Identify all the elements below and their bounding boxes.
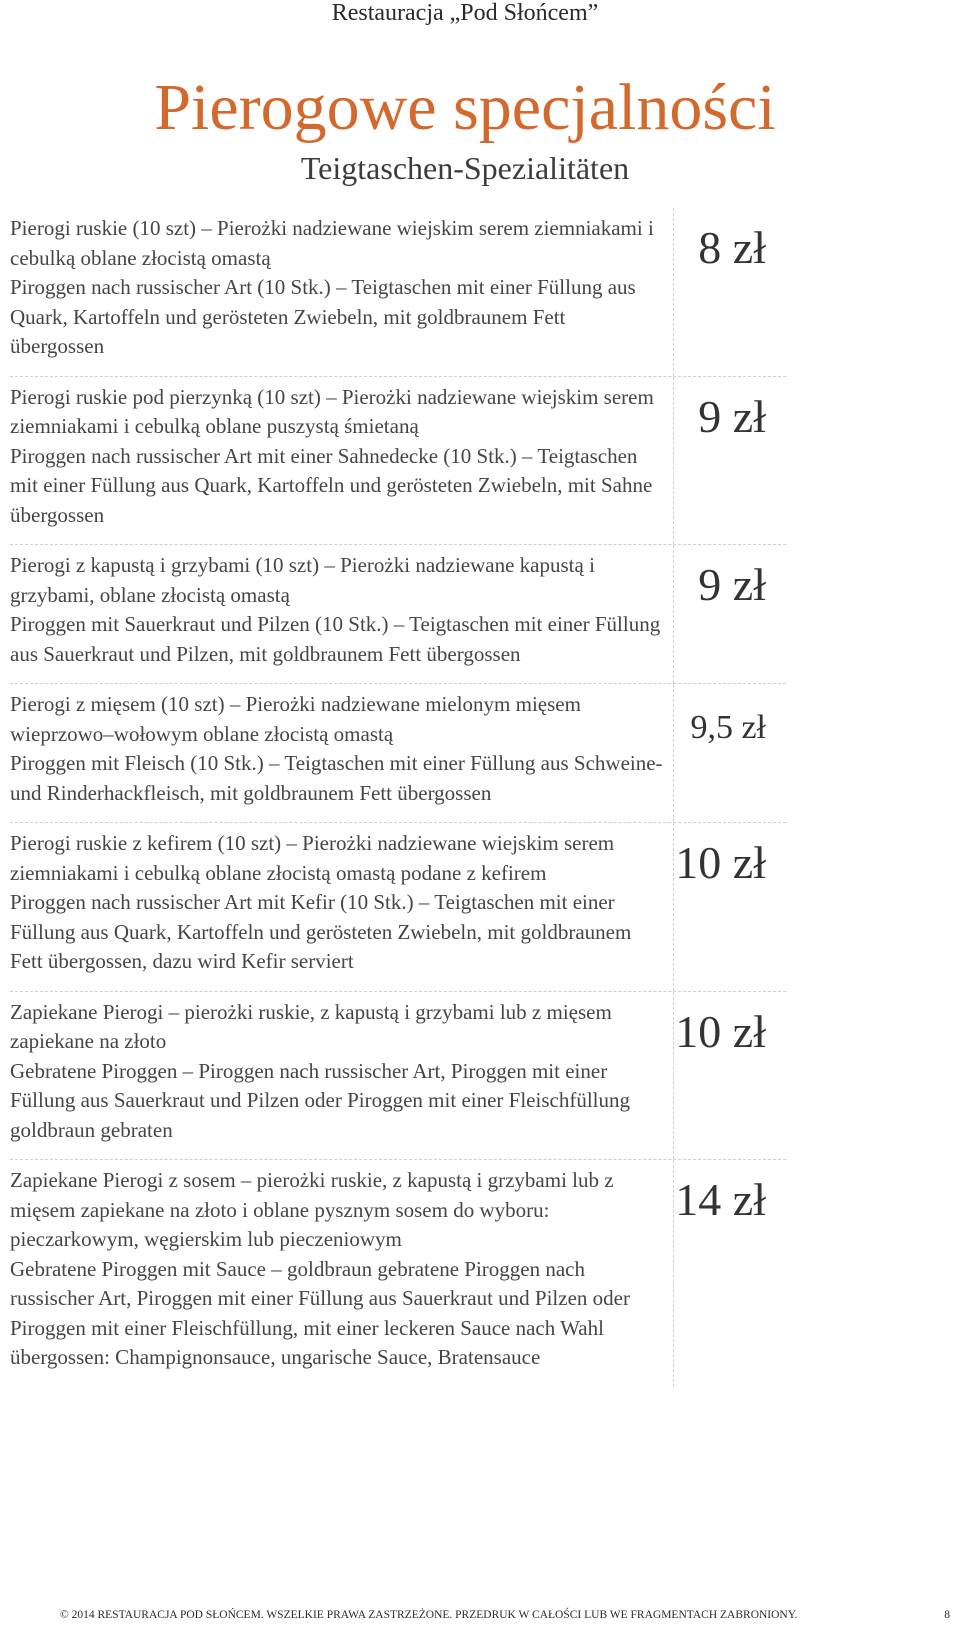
menu-item-price: 14 zł	[675, 1174, 766, 1225]
menu-item-german: Piroggen mit Sauerkraut und Pilzen (10 Stk.) – Teigtaschen mit einer Füllung aus Sauerkraut und Pilzen, mit goldbraunem Fett übergossen	[10, 612, 661, 666]
menu-item-description	[10, 992, 674, 1160]
menu-list	[10, 208, 786, 1387]
menu-item-description	[10, 684, 674, 822]
page-title: Pierogowe specjalności	[154, 71, 776, 144]
page-subtitle: Teigtaschen-Spezialitäten	[300, 150, 630, 186]
menu-item-polish: Pierogi ruskie (10 szt) – Pierożki nadziewane wiejskim serem ziemniakami i cebulką oblane złocistą omastą	[10, 216, 654, 270]
menu-item-german: Gebratene Piroggen – Piroggen nach russischer Art, Piroggen mit einer Füllung aus Sauerkraut und Pilzen oder Piroggen mit einer Fleischfüllung goldbraun gebraten	[10, 1058, 630, 1142]
restaurant-name: Restauracja „Pod Słońcem”	[331, 0, 599, 26]
menu-item	[10, 992, 786, 1161]
menu-item-description	[10, 545, 674, 683]
menu-item-price: 8 zł	[698, 222, 766, 273]
menu-item-polish: Pierogi ruskie z kefirem (10 szt) – Pierożki nadziewane wiejskim serem ziemniakami i cebulką oblane złocistą omastą podane z kefirem	[10, 831, 615, 885]
menu-item-polish: Zapiekane Pierogi – pierożki ruskie, z kapustą i grzybami lub z mięsem zapiekane na złoto	[10, 999, 612, 1053]
menu-item-description	[10, 1160, 674, 1387]
menu-item	[10, 208, 786, 377]
menu-item	[10, 545, 786, 684]
menu-item-price: 10 zł	[675, 1005, 766, 1057]
menu-item-german: Piroggen mit Fleisch (10 Stk.) – Teigtaschen mit einer Füllung aus Schweine- und Rinderhackfleisch, mit goldbraunem Fett übergossen	[10, 751, 663, 805]
page-number: 8	[944, 1609, 950, 1621]
menu-item-description	[10, 823, 674, 991]
menu-item-description	[10, 377, 674, 545]
menu-item	[10, 823, 786, 992]
menu-item-price: 9 zł	[698, 390, 766, 442]
menu-item-price: 9 zł	[698, 559, 766, 610]
menu-item-price: 10 zł	[675, 837, 766, 888]
footer	[60, 1608, 950, 1622]
menu-item	[10, 1160, 786, 1387]
footer-copyright: © 2014 RESTAURACJA POD SŁOŃCEM. WSZELKIE PRAWA ZASTRZEŻONE. PRZEDRUK W CAŁOŚCI LUB WE FRAGMENTACH ZABRONIONY.	[60, 1609, 798, 1621]
menu-item-price: 9,5 zł	[690, 709, 766, 746]
menu-item-polish: Pierogi z mięsem (10 szt) – Pierożki nadziewane mielonym mięsem wieprzowo–wołowym oblane złocistą omastą	[10, 692, 581, 746]
menu-item-german: Piroggen nach russischer Art mit einer Sahnedecke (10 Stk.) – Teigtaschen mit einer Füllung aus Quark, Kartoffeln und gerösteten Zwiebeln, mit Sahne übergossen	[10, 443, 653, 527]
menu-item	[10, 377, 786, 546]
menu-item-polish: Pierogi z kapustą i grzybami (10 szt) – Pierożki nadziewane kapustą i grzybami, oblane złocistą omastą	[10, 553, 595, 607]
menu-item-german: Piroggen nach russischer Art (10 Stk.) – Teigtaschen mit einer Füllung aus Quark, Kartoffeln und gerösteten Zwiebeln, mit goldbraunem Fett übergossen	[10, 275, 636, 358]
menu-item-polish: Pierogi ruskie pod pierzynką (10 szt) – Pierożki nadziewane wiejskim serem ziemniakami i cebulką oblane puszystą śmietaną	[10, 384, 654, 438]
menu-item-description	[10, 208, 674, 376]
menu-item-german: Piroggen nach russischer Art mit Kefir (10 Stk.) – Teigtaschen mit einer Füllung aus Quark, Kartoffeln und gerösteten Zwiebeln, mit goldbraunem Fett übergossen, dazu wird Kefir serviert	[10, 890, 632, 973]
menu-item-polish: Zapiekane Pierogi z sosem – pierożki ruskie, z kapustą i grzybami lub z mięsem zapiekane na złoto i oblane pysznym sosem do wyboru: pieczarkowym, węgierskim lub pieczeniowym	[10, 1168, 614, 1251]
menu-item-german: Gebratene Piroggen mit Sauce – goldbraun gebratene Piroggen nach russischer Art, Piroggen mit einer Füllung aus Sauerkraut und Pilzen oder Piroggen mit einer Fleischfüllung, mit einer leckeren Sauce nach Wahl übergossen: Champignonsauce, ungarische Sauce, Bratensauce	[10, 1256, 630, 1369]
menu-item	[10, 684, 786, 823]
